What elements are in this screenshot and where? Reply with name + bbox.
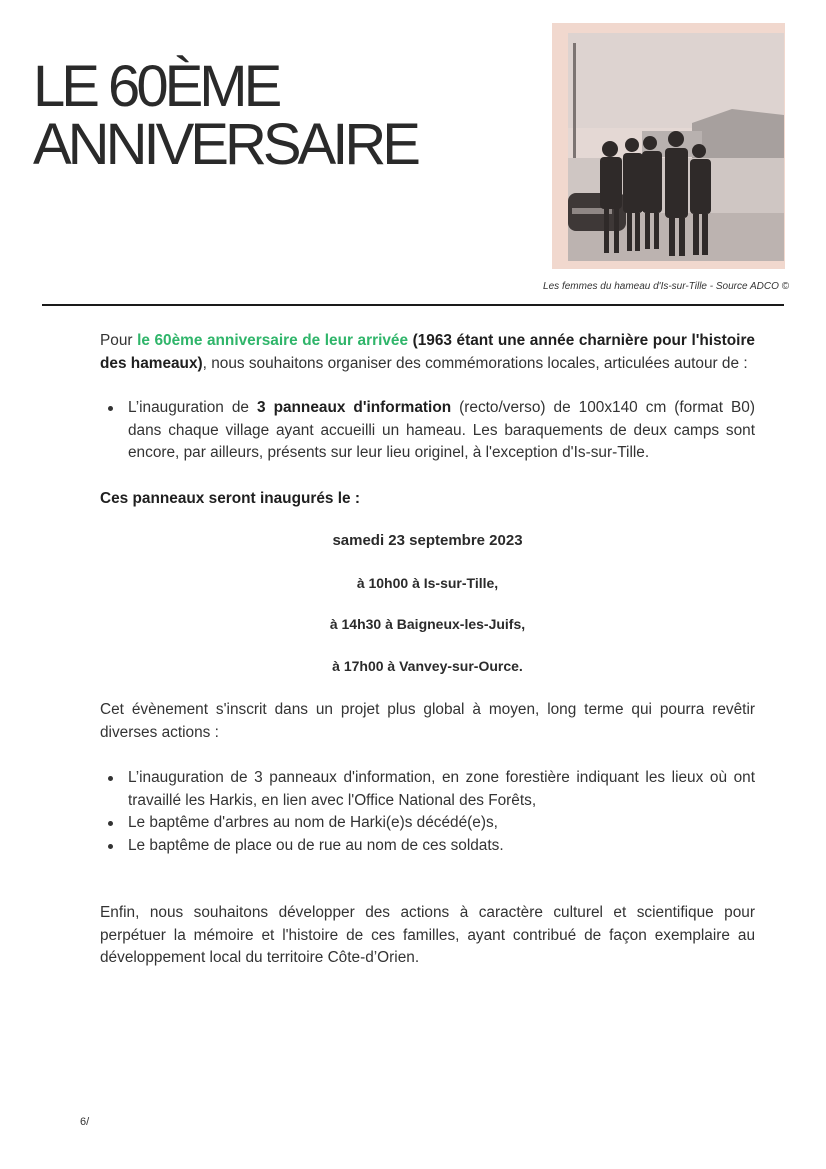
schedule-item: à 17h00 à Vanvey-sur-Ource. bbox=[332, 657, 523, 674]
historical-photo bbox=[552, 23, 785, 269]
list-item: L’inauguration de 3 panneaux d'information, en zone forestière indiquant les lieux où ont travaillé les Harkis, en lien avec l'Office National des Forêts, bbox=[128, 767, 755, 812]
schedule-item: à 14h30 à Baigneux-les-Juifs, bbox=[329, 616, 526, 632]
bullet1-bold: 3 panneaux d'information bbox=[257, 399, 452, 416]
bullet1-post: (recto/verso) de 100x140 cm (format B0) dans chaque village ayant accueilli un hameau. Les baraquements de deux camps sont encore, par ailleurs, présents sur leur lieu originel, à l'exception d'Is-sur-Tille. bbox=[128, 399, 755, 461]
title-line-1: LE 60ÈME bbox=[33, 54, 279, 119]
photo-caption: Les femmes du hameau d'Is-sur-Tille - Source ADCO © bbox=[543, 281, 789, 292]
intro-paragraph bbox=[100, 330, 755, 375]
main-content bbox=[100, 330, 755, 970]
intro-highlight: le 60ème anniversaire de leur arrivée bbox=[137, 332, 409, 349]
list-item bbox=[128, 397, 755, 465]
event-date: samedi 23 septembre 2023 bbox=[332, 532, 523, 549]
list-item: Le baptême d'arbres au nom de Harki(e)s décédé(e)s, bbox=[128, 812, 755, 835]
list-item: Le baptême de place ou de rue au nom de ces soldats. bbox=[128, 835, 755, 858]
inauguration-heading: Ces panneaux seront inaugurés le : bbox=[100, 489, 361, 507]
actions-list bbox=[100, 767, 755, 857]
intro-post: , nous souhaitons organiser des commémorations locales, articulées autour de : bbox=[202, 354, 748, 372]
title-line-2: ANNIVERSAIRE bbox=[33, 112, 417, 177]
schedule-item: à 10h00 à Is-sur-Tille, bbox=[356, 574, 499, 591]
intro-pre: Pour bbox=[100, 332, 138, 349]
page-title bbox=[33, 54, 417, 177]
panel-list bbox=[100, 397, 755, 465]
divider bbox=[42, 304, 784, 306]
global-project-paragraph: Cet évènement s'inscrit dans un projet plus global à moyen, long terme qui pourra revêtir diverses actions : bbox=[100, 701, 755, 741]
page-number: 6/ bbox=[80, 1116, 90, 1128]
intro-bold: (1963 étant une année charnière pour l'histoire des hameaux) bbox=[100, 332, 755, 372]
bullet1-pre: L’inauguration de bbox=[128, 399, 257, 416]
conclusion-paragraph: Enfin, nous souhaitons développer des actions à caractère culturel et scientifique pour perpétuer la mémoire et l'histoire de ces familles, ayant contribué de façon exemplaire au développement local du territoire Côte-d’Orien. bbox=[100, 904, 755, 966]
